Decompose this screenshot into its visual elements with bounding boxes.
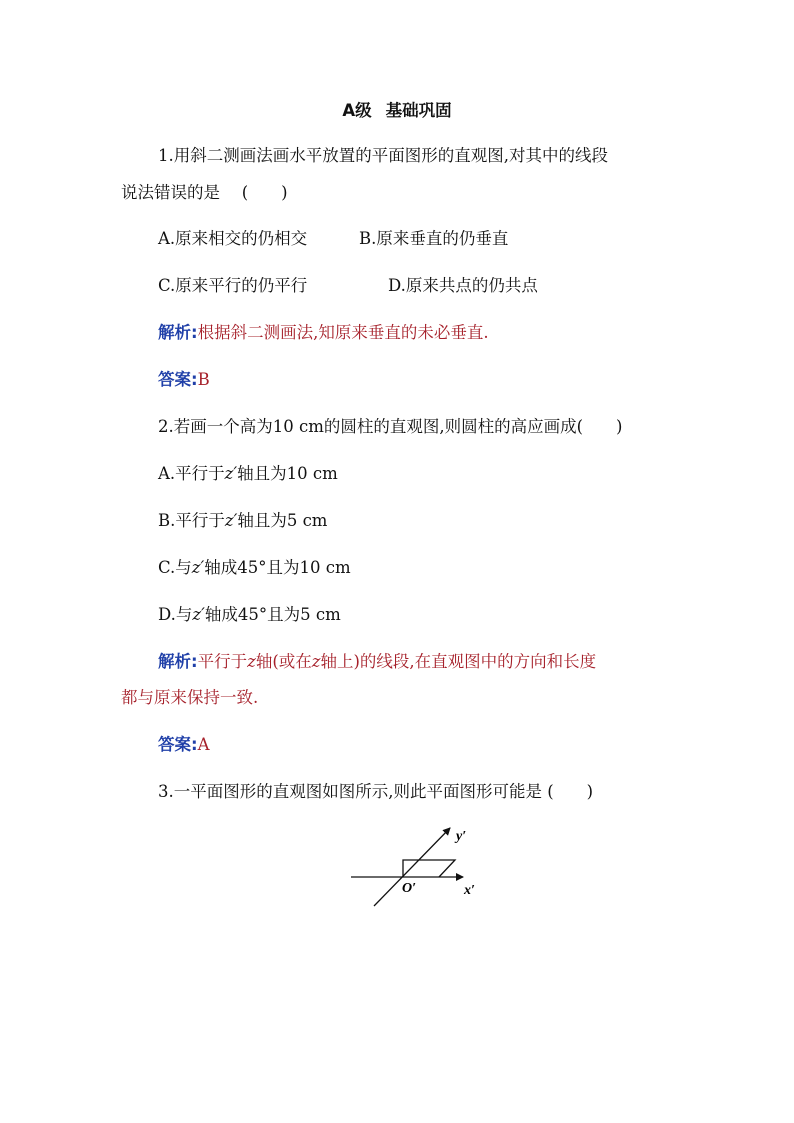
q2-option-c-pre: C.与 <box>158 558 192 577</box>
q2-analysis-line2: 都与原来保持一致. <box>121 688 259 707</box>
x-axis-label: x′ <box>464 883 475 898</box>
q2-option-b-post: 轴且为5 cm <box>237 511 328 530</box>
q2-option-c-post: 轴成45°且为10 cm <box>204 558 351 577</box>
q2-answer <box>158 734 210 756</box>
q2-analysis-line1 <box>158 651 596 673</box>
section-topic: 基础巩固 <box>385 101 452 120</box>
q2-analysis-mid: 轴(或在 <box>255 652 312 671</box>
q2-analysis-pre: 平行于 <box>197 652 248 671</box>
q2-option-a-post: 轴且为10 cm <box>237 464 338 483</box>
q2-analysis-axis2: z <box>311 652 321 671</box>
q1-stem-line2: 说法错误的是 ( ) <box>121 183 288 202</box>
q1-answer-label: 答案: <box>158 370 198 389</box>
q1-analysis-text: 根据斜二测画法,知原来垂直的未必垂直. <box>197 323 489 342</box>
q2-analysis-label: 解析: <box>158 652 198 671</box>
q2-option-b-axis: z′ <box>224 511 238 530</box>
section-title <box>0 97 794 121</box>
q1-option-c: C.原来平行的仍平行 <box>158 276 308 295</box>
q2-option-b-pre: B.平行于 <box>158 511 225 530</box>
q1-option-b: B.原来垂直的仍垂直 <box>359 229 509 248</box>
q2-stem: 2.若画一个高为10 cm的圆柱的直观图,则圆柱的高应画成( ) <box>158 417 623 436</box>
q1-option-a: A.原来相交的仍相交 <box>158 229 308 248</box>
q2-option-c-axis: z′ <box>191 558 205 577</box>
q3-figure <box>345 820 495 912</box>
q2-option-d-post: 轴成45°且为5 cm <box>204 605 341 624</box>
q2-analysis-axis1: z <box>247 652 256 671</box>
q1-stem-line1: 1.用斜二测画法画水平放置的平面图形的直观图,对其中的线段 <box>158 146 608 165</box>
q2-option-d <box>158 604 341 626</box>
q3-stem: 3.一平面图形的直观图如图所示,则此平面图形可能是 ( ) <box>158 782 594 801</box>
q2-option-c <box>158 557 351 579</box>
q2-option-a <box>158 463 338 485</box>
q2-option-b <box>158 510 327 532</box>
q2-option-a-pre: A.平行于 <box>158 464 225 483</box>
q2-answer-label: 答案: <box>158 735 198 754</box>
q1-option-d: D.原来共点的仍共点 <box>388 276 538 295</box>
q1-answer-value: B <box>197 370 210 389</box>
q2-option-a-axis: z′ <box>224 464 238 483</box>
section-level: A级 <box>342 101 372 120</box>
y-axis-label: y′ <box>456 829 467 844</box>
q1-analysis-label: 解析: <box>158 323 198 342</box>
origin-label: O′ <box>402 881 417 896</box>
q2-analysis-post: 轴上)的线段,在直观图中的方向和长度 <box>320 652 597 671</box>
q2-option-d-axis: z′ <box>192 605 205 624</box>
q2-option-d-pre: D.与 <box>158 605 193 624</box>
q1-analysis <box>158 322 489 344</box>
q1-answer <box>158 369 210 391</box>
q2-answer-value: A <box>197 735 210 754</box>
